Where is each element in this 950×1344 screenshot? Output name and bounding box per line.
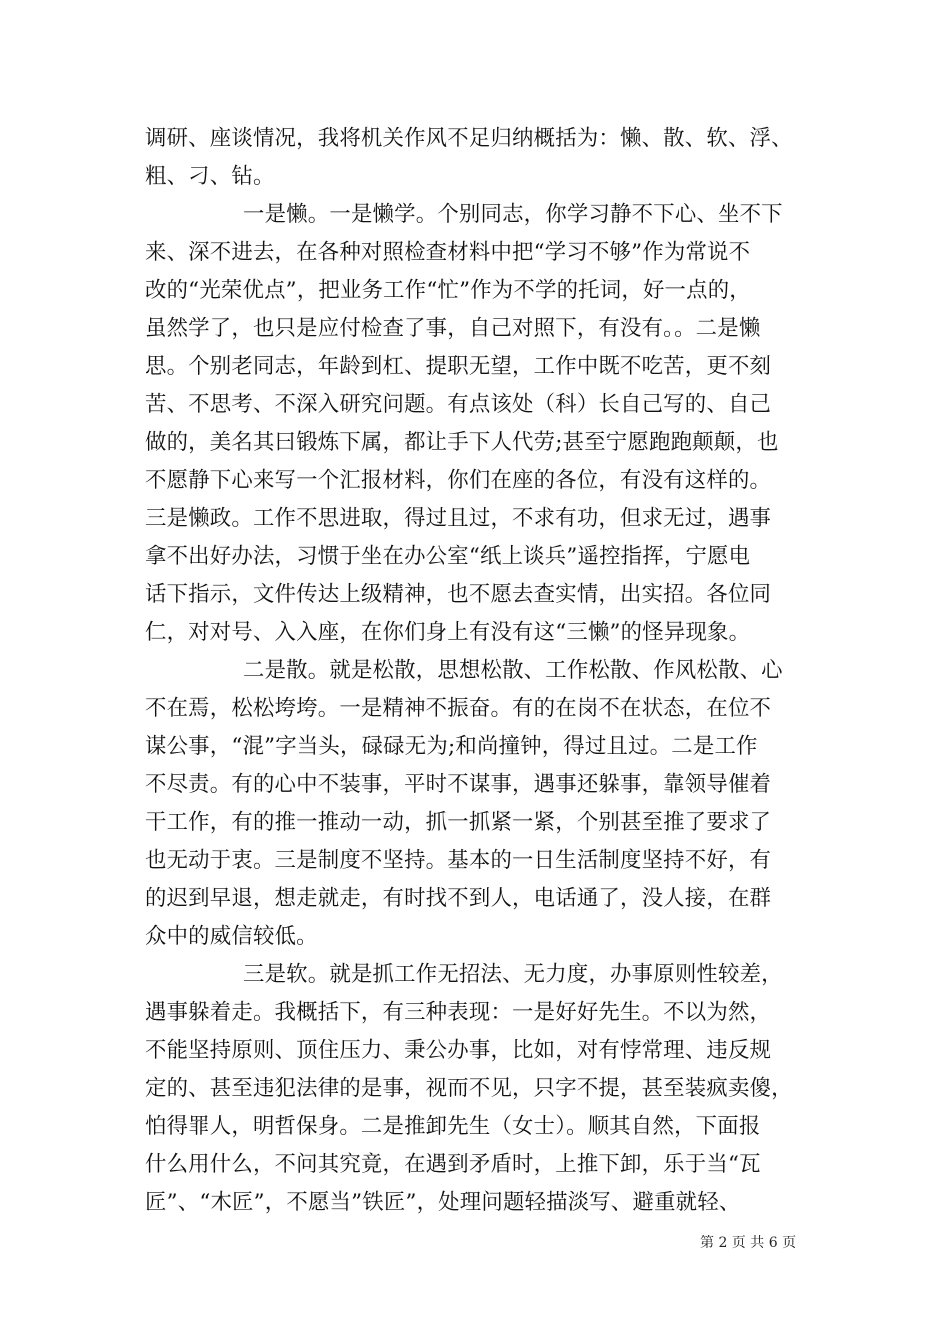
text-line: 不尽责。有的心中不装事，平时不谋事，遇事还躲事，靠领导催着 <box>145 772 772 797</box>
text-line: 众中的威信较低。 <box>145 924 318 949</box>
paragraph-start-line: 三是软。就是抓工作无招法、无力度，办事原则性较差， <box>243 962 783 987</box>
text-line: 怕得罪人，明哲保身。二是推卸先生（女士）。顺其自然，下面报 <box>145 1114 761 1139</box>
text-line: 匠”、“木匠”，不愿当”铁匠”，处理问题轻描淡写、避重就轻、 <box>145 1190 741 1215</box>
text-line: 定的、甚至违犯法律的是事，视而不见，只字不提，甚至装疯卖傻， <box>145 1076 793 1101</box>
page-number: 第 2 页 共 6 页 <box>700 1235 797 1251</box>
text-line: 苦、不思考、不深入研究问题。有点该处（科）长自己写的、自己 <box>145 392 772 417</box>
text-line: 也无动于衷。三是制度不坚持。基本的一日生活制度坚持不好，有 <box>145 848 772 873</box>
text-line: 什么用什么，不问其究竟，在遇到矛盾时，上推下卸，乐于当“瓦 <box>145 1152 761 1177</box>
text-line: 的迟到早退，想走就走，有时找不到人，电话通了，没人接，在群 <box>145 886 772 911</box>
text-line: 仁，对对号、入入座，在你们身上有没有这“三懒”的怪异现象。 <box>145 620 751 645</box>
text-line: 干工作，有的推一推动一动，抓一抓紧一紧，个别甚至推了要求了 <box>145 810 772 835</box>
text-line: 谋公事，“混”字当头，碌碌无为;和尚撞钟，得过且过。二是工作 <box>145 734 758 759</box>
text-line: 不能坚持原则、顶住压力、秉公办事，比如，对有悖常理、违反规 <box>145 1038 772 1063</box>
text-line: 粗、刁、钻。 <box>145 164 275 189</box>
text-line: 遇事躲着走。我概括下，有三种表现：一是好好先生。不以为然， <box>145 1000 772 1025</box>
text-line: 三是懒政。工作不思进取，得过且过，不求有功，但求无过，遇事 <box>145 506 772 531</box>
paragraph-start-line: 二是散。就是松散，思想松散、工作松散、作风松散、心 <box>243 658 783 683</box>
text-line: 拿不出好办法，习惯于坐在办公室“纸上谈兵”遥控指挥，宁愿电 <box>145 544 751 569</box>
text-line: 改的“光荣优点”，把业务工作“忙”作为不学的托词，好一点的， <box>145 278 751 303</box>
text-line: 话下指示，文件传达上级精神，也不愿去查实情，出实招。各位同 <box>145 582 772 607</box>
text-line: 不愿静下心来写一个汇报材料，你们在座的各位，有没有这样的。 <box>145 468 772 493</box>
paragraph-start-line: 一是懒。一是懒学。个别同志，你学习静不下心、坐不下 <box>243 202 783 227</box>
text-line: 不在焉，松松垮垮。一是精神不振奋。有的在岗不在状态，在位不 <box>145 696 772 721</box>
text-line: 思。个别老同志，年龄到杠、提职无望，工作中既不吃苦，更不刻 <box>145 354 772 379</box>
text-line: 调研、座谈情况，我将机关作风不足归纳概括为：懒、散、软、浮、 <box>145 126 793 151</box>
text-line: 虽然学了，也只是应付检查了事，自己对照下，有没有。。二是懒 <box>145 316 761 341</box>
text-line: 做的，美名其曰锻炼下属，都让手下人代劳;甚至宁愿跑跑颠颠，也 <box>145 430 779 455</box>
text-line: 来、深不进去，在各种对照检查材料中把“学习不够”作为常说不 <box>145 240 751 265</box>
